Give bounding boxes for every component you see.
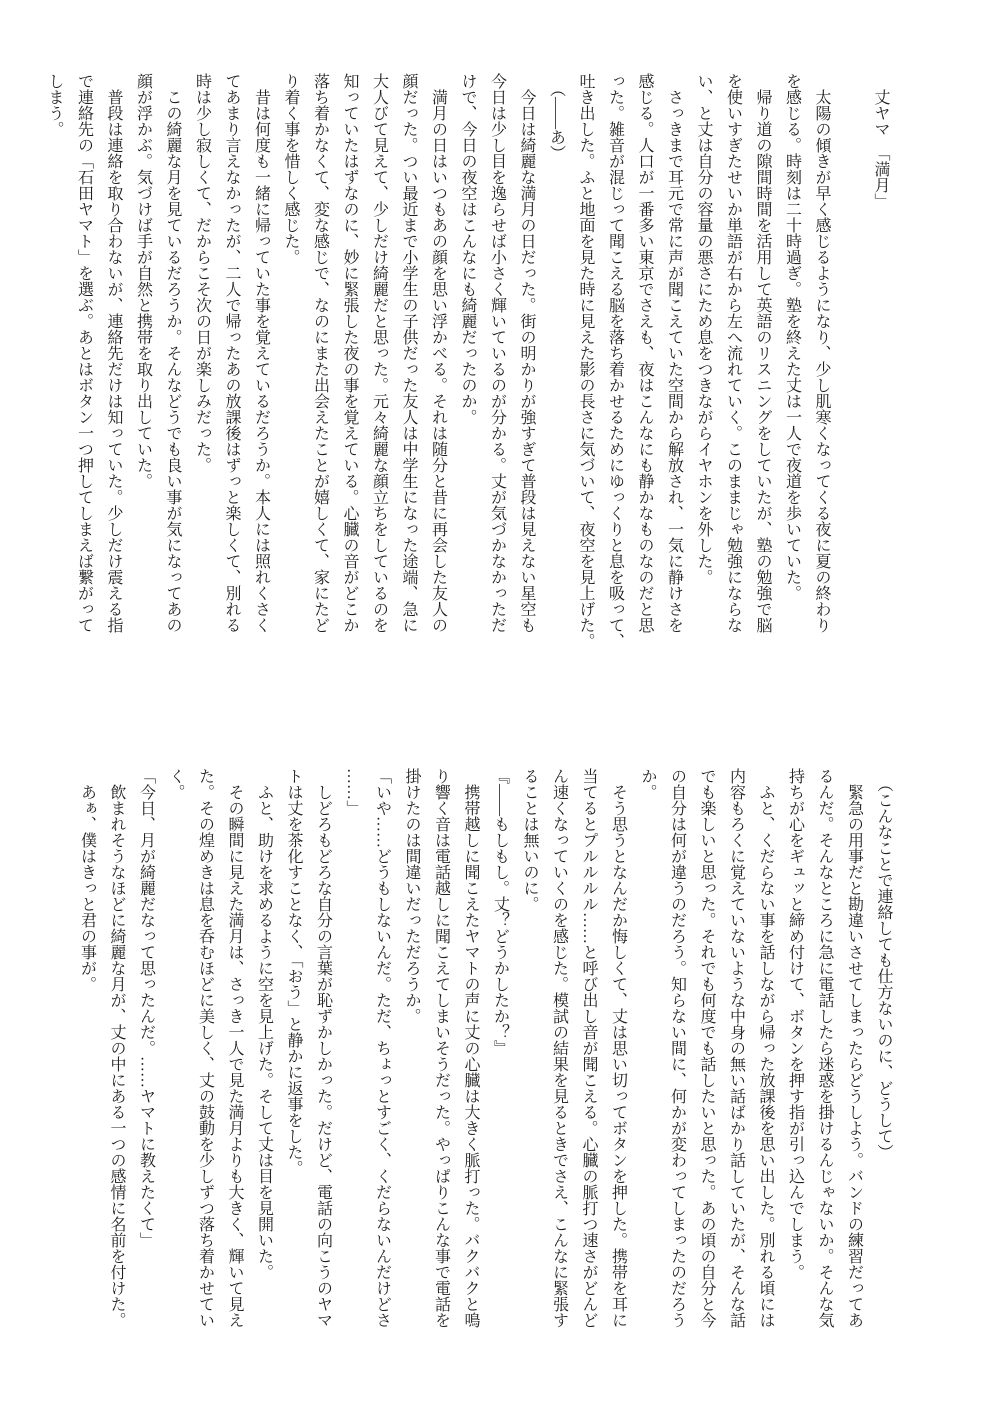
text-column: その瞬間に見えた満月は、さっき一人で見た満月よりも大きく、輝いて見え — [226, 768, 243, 1328]
text-column: ん速くなっていくのを感じた。模試の結果を見るときでさえ、こんなに緊張す — [550, 768, 568, 1328]
text-column: 満月の日はいつもあの顔を思い浮かべる。それは随分と昔に再会した友人の — [429, 73, 447, 633]
text-column: 普段は連絡を取り合わないが、連絡先だけは知っていた。少しだけ震える指 — [105, 73, 122, 633]
text-column: 今日は綺麗な満月の日だった。街の明かりが強すぎて普段は見えない星空も — [518, 73, 535, 633]
text-column: 昔は何度も一緒に帰っていた事を覚えているだろうか。本人には照れくさく — [252, 73, 270, 633]
text-column: ふと、助けを求めるように空を見上げた。そして丈は目を見開いた。 — [255, 768, 273, 1280]
text-column: の自分は何が違うのだろう。知らない間に、何かが変わってしまったのだろう — [668, 768, 686, 1328]
text-column: ふと、くだらない事を話しながら帰った放課後を思い出した。別れる頃には — [757, 768, 774, 1328]
text-column: 「いや……どうもしないんだ。ただ、ちょっとすごく、くだらないんだけどさ — [373, 768, 391, 1328]
text-column: り着く事を惜しく感じた。 — [282, 73, 299, 265]
top-text-block — [40, 73, 837, 655]
text-column: るんだ。そんなところに急に電話したら迷惑を掛けるんじゃないか。そんな気 — [816, 768, 833, 1328]
text-column: 携帯越しに聞こえたヤマトの声に丈の心臓は大きく脈打った。バクバクと鳴 — [462, 768, 479, 1328]
text-column: 帰り道の隙間時間を活用して英語のリスニングをしていたが、塾の勉強で脳 — [754, 73, 771, 633]
title-block — [866, 73, 896, 655]
text-column: 『――もしもし。丈？どうかしたか？』 — [491, 768, 509, 1056]
text-column: 掛けたのは間違いだっただろうか。 — [403, 768, 420, 1024]
text-column: か。 — [639, 768, 656, 800]
text-column: を感じる。時刻は二十時過ぎ。塾を終えた丈は一人で夜道を歩いていた。 — [783, 73, 801, 601]
text-column: 内容もろくに覚えていないような中身の無い話ばかり話していたが、そんな話 — [727, 768, 745, 1328]
text-column: そう思うとなんだか悔しくて、丈は思い切ってボタンを押した。携帯を耳に — [609, 768, 627, 1328]
text-column: てあまり言えなかったが、二人で帰ったあの放課後はずっと楽しくて、別れる — [223, 73, 240, 633]
bottom-text-block — [72, 768, 898, 1346]
page-title: 丈ヤマ 「満月」 — [872, 73, 889, 209]
text-column: った。雑音が混じって聞こえる脳を落ち着かせるためにゆっくりと息を吸って、 — [606, 73, 624, 649]
text-column: 「今日、月が綺麗だなって思ったんだ。……ヤマトに教えたくて」 — [137, 768, 155, 1248]
text-column: けで、今日の夜空はこんなにも綺麗だったのか。 — [459, 73, 476, 425]
text-column: ることは無いのに。 — [521, 768, 538, 912]
text-column: 顔だった。つい最近まで小学生の子供だった友人は中学生になった途端、急に — [400, 73, 417, 633]
text-column: で連絡先の「石田ヤマト」を選ぶ。あとはボタン一つ押してしまえば繋がって — [75, 73, 93, 633]
text-column: を使いすぎたせいか単語が右から左へ流れていく。このままじゃ勉強にならな — [724, 73, 742, 633]
text-column: た。その煌めきは息を呑むほどに美しく、丈の鼓動を少しずつ落ち着かせてい — [196, 768, 214, 1328]
text-column: （こんなことで連絡しても仕方ないのに、どうして） — [875, 768, 892, 1160]
text-column: り響く音は電話越しに聞こえてしまいそうだった。やっぱりこんな事で電話を — [432, 768, 450, 1328]
text-column: （――あ） — [547, 73, 565, 161]
text-column: トは丈を茶化すことなく、「おう」と静かに返事をした。 — [285, 768, 302, 1176]
text-column: 飲まれそうなほどに綺麗な月が、丈の中にある一つの感情に名前を付けた。 — [108, 768, 125, 1328]
text-column: い、と丈は自分の容量の悪さにため息をつきながらイヤホンを外した。 — [695, 73, 712, 585]
text-column: しどろもどろな自分の言葉が恥ずかしかった。だけど、電話の向こうのヤマ — [314, 768, 332, 1328]
text-column: 大人びて見えて、少しだけ綺麗だと思った。元々綺麗な顔立ちをしているのを — [370, 73, 388, 633]
text-column: 太陽の傾きが早く感じるようになり、少し肌寒くなってくる夜に夏の終わり — [813, 73, 830, 633]
text-column: 今日は少し目を逸らせば小さく輝いているのが分かる。丈が気づかなかっただ — [488, 73, 506, 633]
text-column: 感じる。人口が一番多い東京でさえも、夜はこんなにも静かなものなのだと思 — [636, 73, 653, 633]
text-column: ……」 — [344, 768, 361, 816]
text-column: 落ち着かなくて、変な感じで、なのにまた出会えたことが嬉しくて、家にたど — [311, 73, 329, 633]
text-column: でも楽しいと思った。それでも何度でも話したいと思った。あの頃の自分と今 — [698, 768, 715, 1328]
text-column: 吐き出した。ふと地面を見た時に見えた影の長さに気づいて、夜空を見上げた。 — [577, 73, 594, 649]
text-column: 持ちが心をギュッと締め付けて、ボタンを押す指が引っ込んでしまう。 — [786, 768, 804, 1280]
text-column: く。 — [167, 768, 184, 800]
text-column: 知っていたはずなのに、妙に緊張した夜の事を覚えている。心臓の音がどこか — [341, 73, 358, 633]
text-column: さっきまで耳元で常に声が聞こえていた空間から解放され、一気に静けさを — [665, 73, 683, 633]
text-column: 緊急の用事だと勘違いさせてしまったらどうしよう。バンドの練習だってあ — [845, 768, 863, 1328]
text-column: この綺麗な月を見ているだろうか。そんなどうでも良い事が気になってあの — [164, 73, 181, 633]
text-column: しまう。 — [46, 73, 63, 137]
text-column: 当てるとプルルルル……と呼び出し音が聞こえる。心臓の脈打つ速さがどんど — [580, 768, 597, 1328]
text-column: 時は少し寂しくて、だからこそ次の日が楽しみだった。 — [193, 73, 211, 473]
text-column: 顔が浮かぶ。気づけば手が自然と携帯を取り出していた。 — [134, 73, 152, 489]
text-column: あぁ、僕はきっと君の事が。 — [78, 768, 96, 992]
